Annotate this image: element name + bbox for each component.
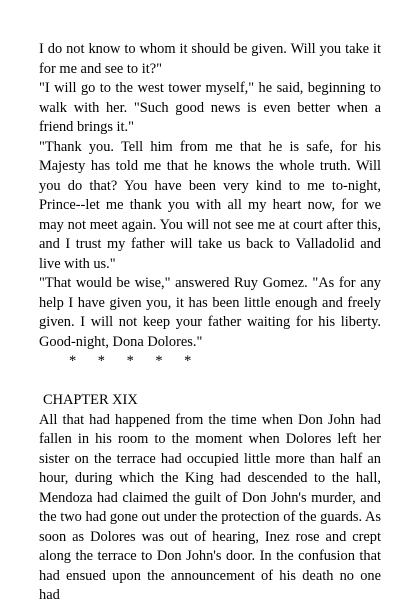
chapter-title: CHAPTER XIX (43, 392, 138, 408)
paragraph-4: "That would be wise," answered Ruy Gomez. "As for any help I have given you, it has been little enough and freely given. I will not keep your father waiting for his liberty. Good-night, Dona Dolores." (39, 275, 381, 350)
paragraph-1: I do not know to whom it should be given. Will you take it for me and see to it?" (39, 41, 381, 77)
section-separator: * * * * * (69, 353, 192, 369)
blank-line (39, 372, 381, 392)
paragraph-3: "Thank you. Tell him from me that he is safe, for his Majesty has told me that he knows the whole truth. Will you do that? You have been very kind to me to-night, Prince--let me thank you with all my heart now, for we may not meet again. You will not see me at court after this, and I trust my father will take us back to Valladolid and live with us." (39, 138, 381, 272)
paragraph-2: "I will go to the west tower myself," he said, beginning to walk with her. "Such good news is even better when a friend brings it." (39, 80, 381, 135)
chapter-paragraph: All that had happened from the time when Don John had fallen in his room to the moment when Dolores left her sister on the terrace had occupied little more than half an hour, during which the King had descended to the hall, Mendoza had claimed the guilt of Don John's murder, and the two had gone out under the protection of the guards. As soon as Dolores was out of hearing, Inez rose and crept along the terrace to Don John's door. In the confusion that had ensued upon the announcement of his death no one had (39, 411, 381, 603)
book-page (39, 40, 381, 606)
